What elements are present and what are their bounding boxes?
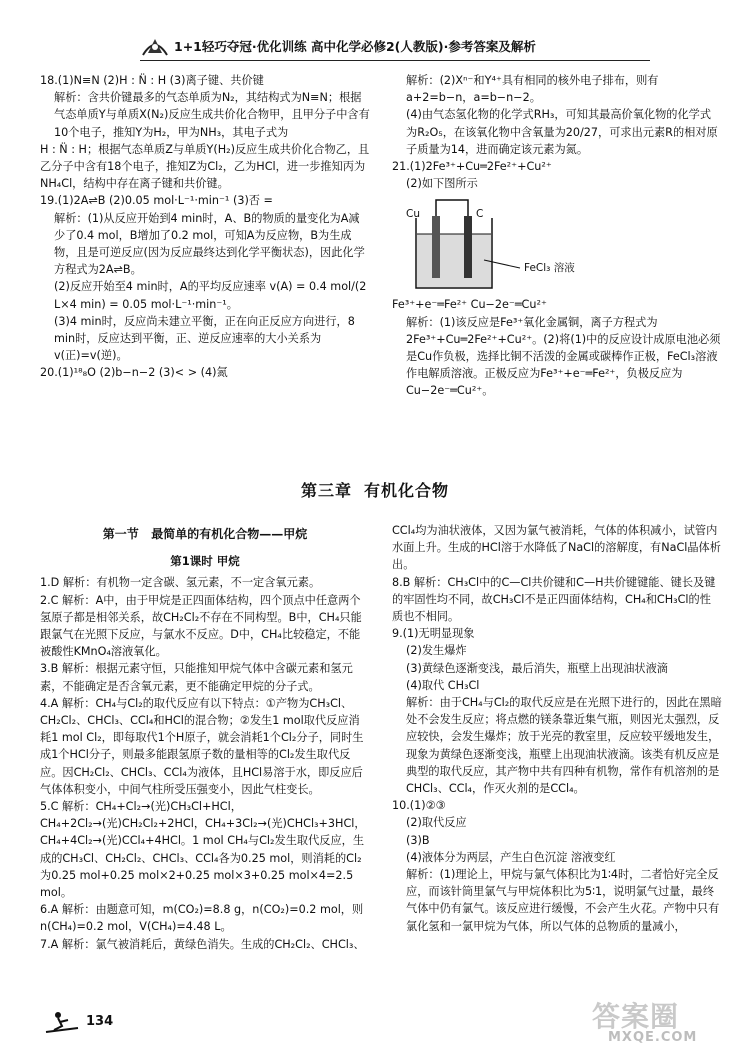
section-name: 最简单的有机化合物——甲烷 bbox=[151, 527, 308, 541]
answer-19-analysis-3: (3)4 min时，反应尚未建立平衡，正在向正反应方向进行，8 min时，反应达到平衡，正、逆反应速率的大小关系为v(正)=v(逆)。 bbox=[54, 314, 355, 363]
page-number: 134 bbox=[86, 1014, 114, 1029]
answer-9-3: (3)黄绿色逐渐变浅，最后消失，瓶壁上出现油状液滴 bbox=[406, 661, 668, 675]
answer-18-analysis-cont: H : N̈ : H；根据气态单质Z与单质Y(H₂)反应生成共价化合物乙，且乙分子中含有18个电子，推知Z为Cl₂，乙为HCl，进一步推知丙为NH₄Cl，结构中存在离子键和共价键。 bbox=[40, 142, 370, 191]
answer-7-cont: CCl₄均为油状液体，又因为氯气被消耗，气体的体积减小，试管内水面上升。生成的HCl溶于水降低了NaCl的溶解度，有NaCl晶体析出。 bbox=[392, 524, 721, 572]
answer-10-4: (4)液体分为两层，产生白色沉淀 溶液变红 bbox=[406, 850, 616, 864]
answer-2: 2.C 解析：A中，由于甲烷是正四面体结构，四个顶点中任意两个氢原子都是相邻关系，故CH₂Cl₂不存在不同构型。B中，CH₄只能跟氯气在光照下反应，与氯水不反应。D中，CH₄比较稳定，不能被酸性KMnO₄溶液氧化。 bbox=[40, 593, 362, 659]
header-divider bbox=[140, 60, 650, 61]
answer-3: 3.B 解析：根据元素守恒，只能推知甲烷气体中含碳元素和氢元素，不能确定是否含氧元素，更不能确定甲烷的分子式。 bbox=[40, 662, 353, 693]
answer-10-1: 10.(1)②③ bbox=[392, 799, 446, 813]
answer-9-analysis: 解析：由于CH₄与Cl₂的取代反应是在光照下进行的，因此在黑暗处不会发生反应；将点燃的镁条靠近集气瓶，则因光太强烈，反应较快，会发生爆炸；放于光亮的教室里，反应较平缓地发生，现象为黄绿色逐渐变浅，瓶壁上出现油状液滴。该类有机反应是典型的取代反应，其产物中共有四种有机物，常作有机溶剂的是CHCl₃、CCl₄，作灭火剂的是CCl₄。 bbox=[406, 696, 722, 796]
chapter-name: 有机化合物 bbox=[364, 481, 450, 500]
answer-10-3: (3)B bbox=[406, 833, 430, 847]
galvanic-cell-diagram bbox=[402, 194, 702, 294]
answer-6: 6.A 解析：由题意可知，m(CO₂)=8.8 g，n(CO₂)=0.2 mol，则n(CH₄)=0.2 mol，V(CH₄)=4.48 L。 bbox=[40, 903, 364, 934]
skier-icon bbox=[44, 1010, 82, 1036]
answer-18: 18.(1)N≡N (2)H : N̈ : H (3)离子键、共价键 bbox=[40, 74, 264, 87]
answer-21-2: (2)如下图所示 bbox=[406, 177, 478, 191]
section-number: 第一节 bbox=[102, 527, 139, 541]
right-column-top bbox=[392, 72, 722, 400]
answer-1: 1.D 解析：有机物一定含碳、氢元素，不一定含氧元素。 bbox=[40, 576, 321, 590]
answer-7: 7.A 解析：氯气被消耗后，黄绿色消失。生成的CH₂Cl₂、CHCl₃、 bbox=[40, 937, 365, 951]
book-logo-icon bbox=[140, 33, 170, 59]
answer-21-analysis: 解析：(1)该反应是Fe³⁺氧化金属铜，离子方程式为2Fe³⁺+Cu═2Fe²⁺+Cu²⁺。(2)将(1)中的反应设计成原电池必须是Cu作负极，选择比铜不活泼的金属或碳棒作正极，FeCl₃溶液作电解质溶液。正极反应为Fe³⁺+e⁻═Fe²⁺，负极反应为Cu−2e⁻═Cu²⁺。 bbox=[406, 315, 721, 398]
header-title: 1+1轻巧夺冠·优化训练 高中化学必修2(人教版)·参考答案及解析 bbox=[174, 39, 536, 54]
chapter-number: 第三章 bbox=[300, 481, 352, 500]
answer-19: 19.(1)2A⇌B (2)0.05 mol·L⁻¹·min⁻¹ (3)否 = bbox=[40, 194, 273, 208]
answer-21-electrode-reactions: Fe³⁺+e⁻═Fe²⁺ Cu−2e⁻═Cu²⁺ bbox=[392, 298, 547, 312]
chapter-title bbox=[0, 478, 750, 501]
c-electrode-label: C bbox=[476, 208, 484, 221]
section-title bbox=[40, 526, 370, 543]
watermark-url: MXQE.COM bbox=[608, 1030, 698, 1045]
left-column-bottom bbox=[40, 522, 370, 953]
watermark-logo: 答案圈 bbox=[592, 1000, 680, 1033]
answer-10-2: (2)取代反应 bbox=[406, 816, 467, 830]
answer-19-analysis-1: 解析：(1)从反应开始到4 min时，A、B的物质的量变化为A减少了0.4 mol，B增加了0.2 mol，可知A为反应物，B为生成物，且是可逆反应(因为反应最终达到化学平衡状态)，因此化学方程式为2A⇌B。 bbox=[54, 211, 365, 277]
right-column-bottom bbox=[392, 522, 722, 935]
answer-20-analysis-1: 解析：(2)Xⁿ⁻和Y⁴⁺具有相同的核外电子排布，则有a+2=b−n，a=b−n−2。 bbox=[406, 74, 659, 105]
page-header bbox=[140, 33, 640, 59]
answer-5: 5.C 解析：CH₄+Cl₂→(光)CH₃Cl+HCl，CH₄+2Cl₂→(光)CH₂Cl₂+2HCl，CH₄+3Cl₂→(光)CHCl₃+3HCl，CH₄+4Cl₂→(光)CCl₄+4HCl。1 mol CH₄与Cl₂发生取代反应，生成的CH₃Cl、CH₂Cl₂、CHCl₃、CCl₄各为0.25 mol，则消耗的Cl₂为0.25 mol+0.25 mol×2+0.25 mol×3+0.25 mol×4=2.5 mol。 bbox=[40, 800, 366, 900]
answer-4: 4.A 解析：CH₄与Cl₂的取代反应有以下特点：①产物为CH₃Cl、CH₂Cl₂、CHCl₃、CCl₄和HCl的混合物；②发生1 mol取代反应消耗1 mol Cl₂，即每取代1个H原子，就会消耗1个Cl₂分子，同时生成1个HCl分子，则最多能跟氢原子数的量相等的Cl₂发生取代反应。因CH₂Cl₂、CHCl₃、CCl₄为液体，且HCl易溶于水，即反应后气体体积变小，中间气柱所受压强变小，因此气柱变长。 bbox=[40, 696, 364, 796]
left-column-top bbox=[40, 72, 370, 382]
galvanic-cell-icon bbox=[402, 194, 702, 294]
answer-18-analysis: 解析：含共价键最多的气态单质为N₂，其结构式为N≡N；根据气态单质Y与单质X(N₂)反应生成共价化合物甲，且甲分子中含有10个电子，推知Y为H₂，甲为NH₃，其电子式为 bbox=[54, 91, 370, 139]
lesson-title: 第1课时 甲烷 bbox=[170, 554, 240, 569]
page-footer bbox=[44, 1010, 164, 1040]
answer-10-analysis: 解析：(1)理论上，甲烷与氯气体积比为1∶4时，二者恰好完全反应，而该针筒里氯气与甲烷体积比为5∶1，说明氯气过量，最终气体中仍有氯气。该反应进行缓慢，不会产生火花。产物中只有氯化氢和一氯甲烷为气体，所以气体的总物质的量减小， bbox=[406, 868, 720, 933]
answer-20-analysis-2: (4)由气态氢化物的化学式RH₃，可知其最高价氧化物的化学式为R₂O₅，在该氧化物中含氧量为20/27，可求出元素R的相对原子质量为14，进而确定该元素为氮。 bbox=[406, 108, 718, 156]
answer-9-4: (4)取代 CH₃Cl bbox=[406, 678, 480, 692]
cu-electrode-label: Cu bbox=[406, 208, 420, 221]
answer-9-1: 9.(1)无明显现象 bbox=[392, 627, 475, 641]
answer-9-2: (2)发生爆炸 bbox=[406, 644, 467, 658]
answer-19-analysis-2: (2)反应开始至4 min时，A的平均反应速率 v(A) = 0.4 mol/(2 L×4 min) = 0.05 mol·L⁻¹·min⁻¹。 bbox=[54, 280, 367, 311]
fecl3-solution-label: FeCl₃ 溶液 bbox=[524, 262, 575, 275]
answer-20: 20.(1)¹⁸₈O (2)b−n−2 (3)< > (4)氮 bbox=[40, 366, 228, 380]
answer-21-1: 21.(1)2Fe³⁺+Cu═2Fe²⁺+Cu²⁺ bbox=[392, 160, 552, 174]
answer-8: 8.B 解析：CH₃Cl中的C—Cl共价键和C—H共价键键能、键长及键的牢固性均不同，故CH₃Cl不是正四面体结构，CH₄和CH₃Cl的性质也不相同。 bbox=[392, 575, 716, 624]
